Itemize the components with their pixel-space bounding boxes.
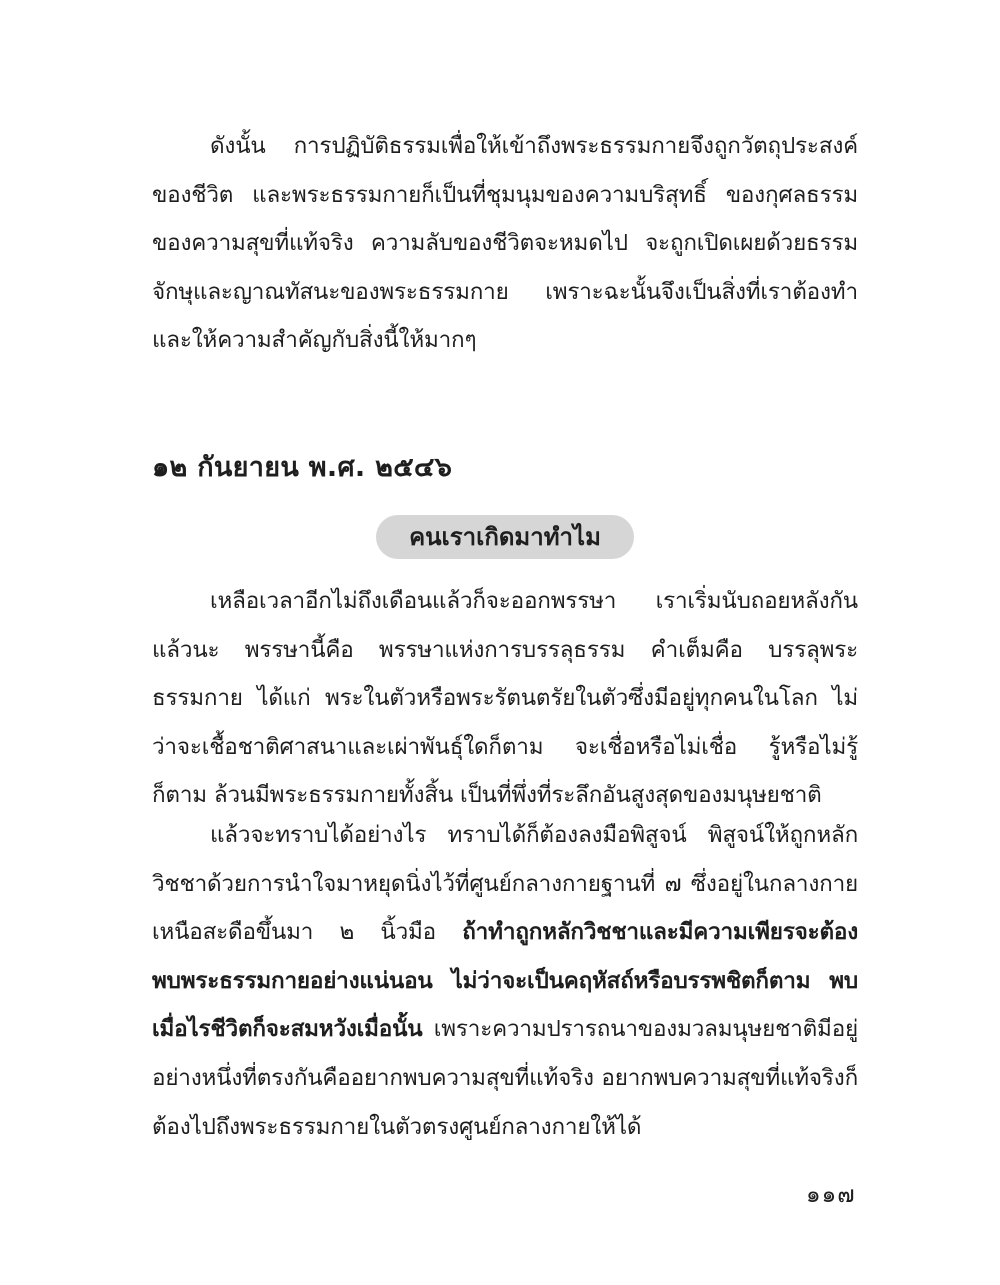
- section-title-badge: [376, 515, 634, 559]
- date-heading: ๑๒ กันยายน พ.ศ. ๒๕๔๖: [152, 452, 453, 483]
- paragraph-phansa: เหลือเวลาอีกไม่ถึงเดือนแล้วก็จะออกพรรษา เราเริ่มนับถอยหลังกันแล้วนะ พรรษานี้คือ พรรษาแห่งการบรรลุธรรม คำเต็มคือ บรรลุพระธรรมกาย ได้แก่ พระในตัวหรือพระรัตนตรัยในตัวซึ่งมีอยู่ทุกคนในโลก ไม่ว่าจะเชื้อชาติศาสนาและเผ่าพันธุ์ใดก็ตาม จะเชื่อหรือไม่เชื่อ รู้หรือไม่รู้ก็ตาม ล้วนมีพระธรรมกายทั้งสิ้น เป็นที่พึ่งที่ระลึกอันสูงสุดของมนุษยชาติ: [152, 588, 858, 809]
- page-number: ๑๑๗: [806, 1182, 856, 1208]
- paragraph-text-segment-end: เพราะความปรารถนาของมวลมนุษยชาติมีอยู่อย่างหนึ่งที่ตรงกันคืออยากพบความสุขที่แท้จริง อยากพบความสุขที่แท้จริงก็ต้องไปถึงพระธรรมกายในตัวตรงศูนย์กลางกายให้ได้: [152, 1016, 858, 1140]
- paragraph-text-segment: แล้วจะทราบได้อย่างไร ทราบได้ก็ต้องลงมือพิสูจน์ พิสูจน์ให้ถูกหลักวิชชาด้วยการนำใจมาหยุดนิ่งไว้ที่ศูนย์กลางกายฐานที่ ๗ ซึ่งอยู่ในกลางกายเหนือสะดือขึ้นมา ๒ นิ้วมือ: [152, 822, 858, 946]
- paragraph-intro: ดังนั้น การปฏิบัติธรรมเพื่อให้เข้าถึงพระธรรมกายจึงถูกวัตถุประสงค์ของชีวิต และพระธรรมกายก็เป็นที่ชุมนุมของความบริสุทธิ์ ของกุศลธรรม ของความสุขที่แท้จริง ความลับของชีวิตจะหมดไป จะถูกเปิดเผยด้วยธรรมจักษุและญาณทัสนะของพระธรรมกาย เพราะฉะนั้นจึงเป็นสิ่งที่เราต้องทำ และให้ความสำคัญกับสิ่งนี้ให้มากๆ: [152, 133, 858, 354]
- paragraph-how-to-know: [152, 811, 858, 1151]
- paragraph-bold-segment: ถ้าทำถูกหลักวิชชาและมีความเพียรจะต้องพบพระธรรมกายอย่างแน่นอน ไม่ว่าจะเป็นคฤหัสถ์หรือบรรพชิตก็ตาม พบเมื่อไรชีวิตก็จะสมหวังเมื่อนั้น: [152, 919, 858, 1043]
- section-title: คนเราเกิดมาทำไม: [409, 523, 601, 551]
